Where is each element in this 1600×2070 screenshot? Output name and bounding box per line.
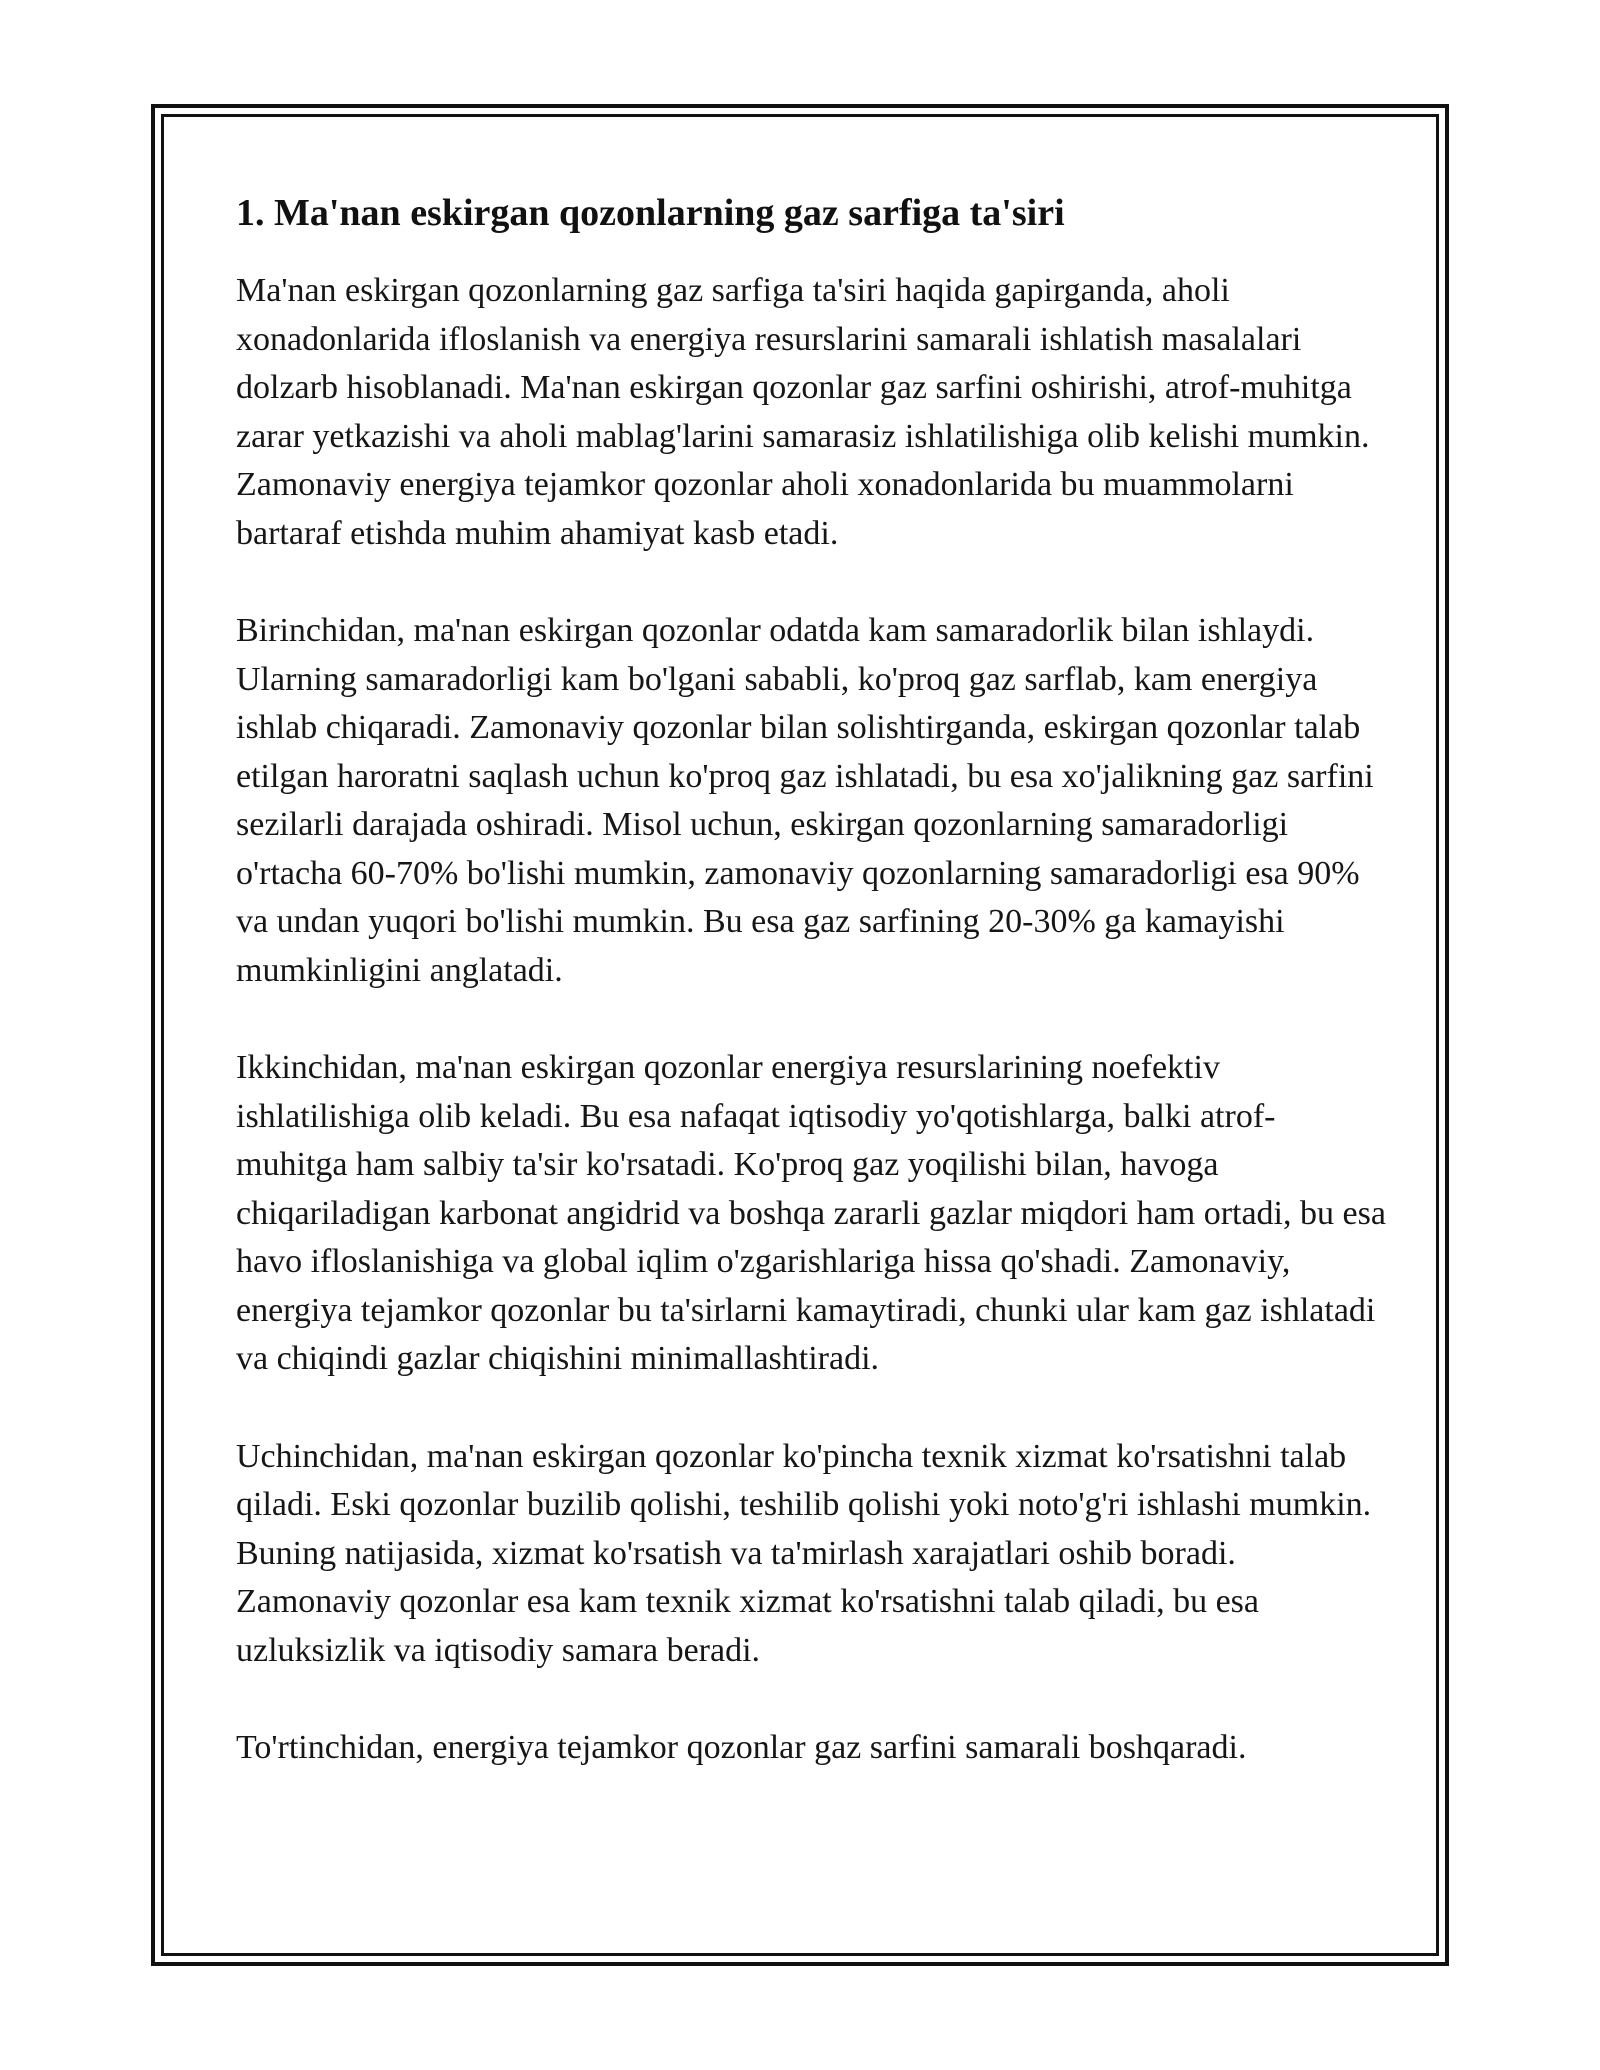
paragraph-second: Ikkinchidan, ma'nan eskirgan qozonlar energiya resurslarining noefektiv ishlatilishiga olib keladi. Bu esa nafaqat iqtisodiy yo'qotishlarga, balki atrof-muhitga ham salbiy ta'sir ko'rsatadi. Ko'proq gaz yoqilishi bilan, havoga chiqariladigan karbonat angidrid va boshqa zararli gazlar miqdori ham ortadi, bu esa havo ifloslanishiga va global iqlim o'zgarishlariga hissa qo'shadi. Zamonaviy, energiya tejamkor qozonlar bu ta'sirlarni kamaytiradi, chunki ular kam gaz ishlatadi va chiqindi gazlar chiqishini minimallashtiradi.: [236, 1049, 1386, 1377]
document-body: [236, 185, 1386, 1822]
paragraph-fourth: To'rtinchidan, energiya tejamkor qozonlar gaz sarfini samarali boshqaradi.: [236, 1729, 1247, 1766]
paragraph-intro: Ma'nan eskirgan qozonlarning gaz sarfiga ta'siri haqida gapirganda, aholi xonadonlarida ifloslanish va energiya resurslarini samarali ishlatish masalalari dolzarb hisoblanadi. Ma'nan eskirgan qozonlar gaz sarfini oshirishi, atrof-muhitga zarar yetkazishi va aholi mablag'larini samarasiz ishlatilishiga olib kelishi mumkin. Zamonaviy energiya tejamkor qozonlar aholi xonadonlarida bu muammolarni bartaraf etishda muhim ahamiyat kasb etadi.: [236, 272, 1370, 552]
section-heading: 1. Ma'nan eskirgan qozonlarning gaz sarfiga ta'siri: [236, 192, 1065, 234]
paragraph-first: Birinchidan, ma'nan eskirgan qozonlar odatda kam samaradorlik bilan ishlaydi. Ularning samaradorligi kam bo'lgani sababli, ko'proq gaz sarflab, kam energiya ishlab chiqaradi. Zamonaviy qozonlar bilan solishtirganda, eskirgan qozonlar talab etilgan haroratni saqlash uchun ko'proq gaz ishlatadi, bu esa xo'jalikning gaz sarfini sezilarli darajada oshiradi. Misol uchun, eskirgan qozonlarning samaradorligi o'rtacha 60-70% bo'lishi mumkin, zamonaviy qozonlarning samaradorligi esa 90% va undan yuqori bo'lishi mumkin. Bu esa gaz sarfining 20-30% ga kamayishi mumkinligini anglatadi.: [236, 612, 1374, 989]
paragraph-third: Uchinchidan, ma'nan eskirgan qozonlar ko'pincha texnik xizmat ko'rsatishni talab qiladi. Eski qozonlar buzilib qolishi, teshilib qolishi yoki noto'g'ri ishlashi mumkin. Buning natijasida, xizmat ko'rsatish va ta'mirlash xarajatlari oshib boradi. Zamonaviy qozonlar esa kam texnik xizmat ko'rsatishni talab qiladi, bu esa uzluksizlik va iqtisodiy samara beradi.: [236, 1437, 1372, 1669]
